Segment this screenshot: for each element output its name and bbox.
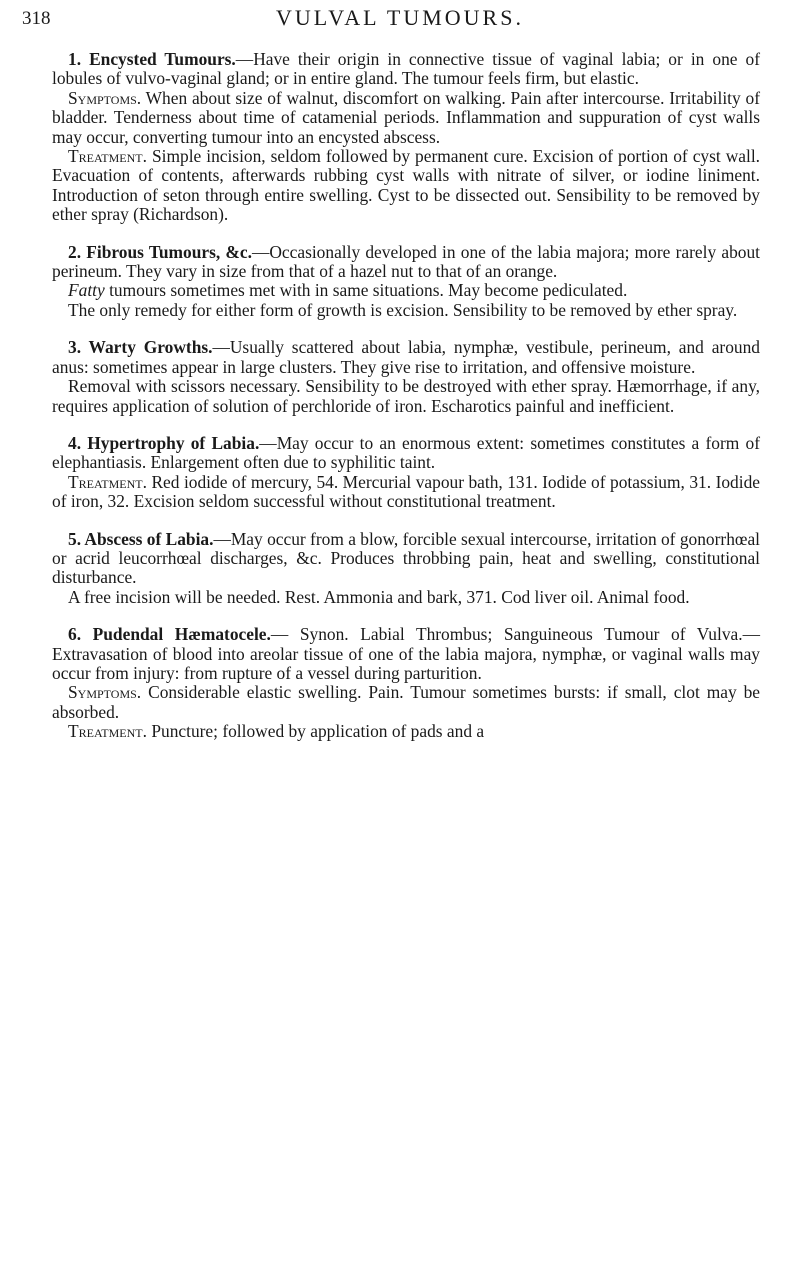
section-2-remedy <box>52 301 760 320</box>
page-number: 318 <box>22 8 51 29</box>
paragraph-text: The only remedy for either form of growth is excision. Sensibility to be removed by ether spray. <box>68 299 738 320</box>
section-6-treatment <box>52 722 760 741</box>
section-6-symptoms <box>52 683 760 722</box>
section-3-intro <box>52 338 760 377</box>
section-4-intro <box>52 434 760 473</box>
paragraph-text: A free incision will be needed. Rest. Ammonia and bark, 371. Cod liver oil. Animal food. <box>68 586 690 607</box>
section-heading: 1. Encysted Tumours. <box>68 49 236 69</box>
paragraph-text: Simple incision, seldom followed by permanent cure. Excision of portion of cyst wall. Evacuation of contents, afterwards rubbing cyst walls with nitrate of silver, or iodine liniment. Introduction of seton through entire swelling. Cyst to be dissected out. Sensibility to be removed by ether spray (Richardson). <box>52 146 760 225</box>
page-body <box>52 50 760 742</box>
paragraph-text: tumours sometimes met with in same situations. May become pediculated. <box>109 280 628 301</box>
paragraph-lead: Treatment. <box>68 721 147 742</box>
section-1-treatment <box>52 147 760 225</box>
section-heading: 6. Pudendal Hæmatocele. <box>68 624 271 645</box>
paragraph-lead: Symptoms. <box>68 682 142 703</box>
section-5-incision <box>52 588 760 607</box>
section-heading: 4. Hypertrophy of Labia. <box>68 432 260 453</box>
paragraph-lead: Symptoms. <box>68 87 142 108</box>
paragraph-text: Red iodide of mercury, 54. Mercurial vapour bath, 131. Iodide of potassium, 31. Iodide of iron, 32. Excision seldom successful without constitutional treatment. <box>52 471 760 512</box>
section-heading: 5. Abscess of Labia. <box>68 528 214 549</box>
paragraph-lead: Fatty <box>68 280 105 301</box>
running-head: VULVAL TUMOURS. <box>276 5 524 30</box>
section-3-removal <box>52 377 760 416</box>
paragraph-text: — Synon. Labial Thrombus; Sanguineous Tumour of Vulva.—Extravasation of blood into areolar tissue of one of the labia majora, nymphæ, or vaginal walls may occur from injury: from rupture of a vessel during parturition. <box>52 624 760 683</box>
section-5-intro <box>52 530 760 588</box>
paragraph-lead: Treatment. <box>68 471 147 492</box>
paragraph-text: When about size of walnut, discomfort on walking. Pain after intercourse. Irritability of bladder. Tenderness about time of catamenial periods. Inflammation and suppuration of cyst walls may occur, converting tumour into an encysted abscess. <box>52 87 760 147</box>
section-6-intro <box>52 625 760 683</box>
paragraph-text: —Occasionally developed in one of the labia majora; more rarely about perineum. They vary in size from that of a hazel nut to that of an orange. <box>52 241 760 282</box>
section-2-intro <box>52 243 760 282</box>
paragraph-text: Removal with scissors necessary. Sensibility to be destroyed with ether spray. Hæmorrhage, if any, requires application of solution of perchloride of iron. Escharotics painful and inefficient. <box>52 376 760 416</box>
section-1-intro <box>52 50 760 89</box>
section-heading: 3. Warty Growths. <box>68 337 213 358</box>
section-heading: 2. Fibrous Tumours, &c. <box>68 241 252 262</box>
paragraph-text: —Have their origin in connective tissue of vaginal labia; or in one of lobules of vulvo-vaginal gland; or in entire gland. The tumour feels firm, but elastic. <box>52 49 761 89</box>
paragraph-text: —Usually scattered about labia, nymphæ, vestibule, perineum, and around anus: sometimes appear in large clusters. They give rise to irritation, and offensive moisture. <box>52 337 760 377</box>
paragraph-text: —May occur from a blow, forcible sexual intercourse, irritation of gonorrhœal or acrid leucorrhœal discharges, &c. Produces throbbing pain, heat and swelling, constitutional disturbance. <box>52 528 760 588</box>
section-4-treatment <box>52 473 760 512</box>
paragraph-text: —May occur to an enormous extent: sometimes constitutes a form of elephantiasis. Enlargement often due to syphilitic taint. <box>52 432 760 473</box>
section-1-symptoms <box>52 89 760 147</box>
paragraph-text: Puncture; followed by application of pads and a <box>151 721 485 742</box>
paragraph-text: Considerable elastic swelling. Pain. Tumour sometimes bursts: if small, clot may be absorbed. <box>52 682 760 722</box>
section-2-fatty <box>52 281 760 300</box>
paragraph-lead: Treatment. <box>68 146 147 167</box>
